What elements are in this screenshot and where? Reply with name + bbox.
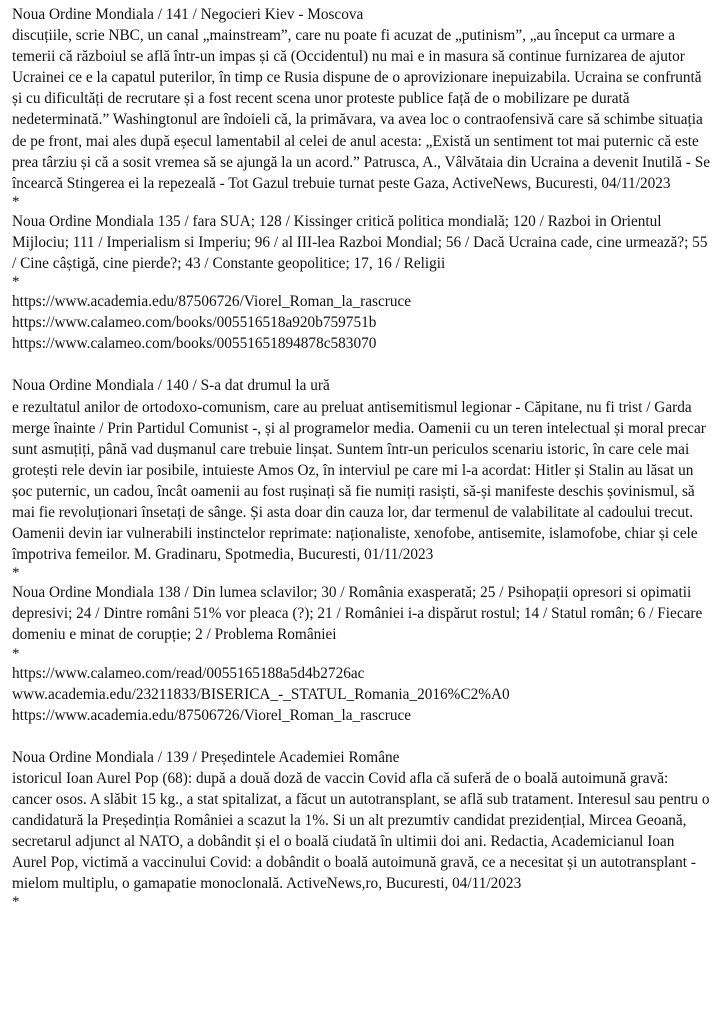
blank-line [12, 726, 710, 747]
link-calameo-book-2[interactable]: https://www.calameo.com/books/00551651894878c583070 [12, 335, 377, 353]
article-141-body: discuțiile, scrie NBC, un canal „mainstream”, care nu poate fi acuzat de „putinism”, „au început ca urmare a temerii că războiul se află într-un impas și că (Occidentul) nu mai e in masura să continue furnizarea de ajutor Ucrainei ce e la capatul puterilor, în timp ce Rusia dispune de o aprovizionare inepuizabila. Ucraina se confruntă și cu dificultăți de recrutare și a fost recent scena unor proteste publice față de o mobilizare pe durată nedeterminată.” Washingtonul are îndoieli că, la primăvara, va avea loc o contraofensivă care să schimbe situația de pe front, mai ales după eșecul lamentabil al celei de anul acesta: „Există un sentiment tot mai puternic că este prea târziu și că a sosit vremea să se ajungă la un acord.” Patrusca, A., Vâlvătaia din Ucraina a devenit Inutilă - Se încearcă Stingerea ei la repezeală - Tot Gazul trebuie turnat peste Gaza, ActiveNews, Bucuresti, 04/11/2023 [12, 27, 711, 192]
link-list-2 [12, 663, 710, 726]
article-141-title: Noua Ordine Mondiala / 141 / Negocieri Kiev - Moscova [12, 6, 364, 23]
separator-star: * [12, 274, 20, 291]
separator-star: * [12, 894, 20, 911]
link-calameo-read[interactable]: https://www.calameo.com/read/0055165188a5d4b2726ac [12, 664, 365, 682]
separator-star: * [12, 645, 20, 662]
link-academia-viorel-roman-2[interactable]: https://www.academia.edu/87506726/Viorel_Roman_la_rascruce [12, 706, 412, 724]
article-139-title: Noua Ordine Mondiala / 139 / Președintele Academiei Române [12, 748, 400, 766]
article-139 [12, 747, 710, 895]
article-140 [12, 375, 710, 565]
article-140-body: e rezultatul anilor de ortodoxo-comunism, care au preluat antisemitismul legionar - Căpitane, nu fi trist / Garda merge înainte / Prin Partidul Comunist -, și al programelor media. Oamenii cu un teren intelectual și moral precar sunt asmuțiți, până vad dușmanul care trebuie linșat. Suntem într-un periculos scenariu istoric, în care cele mai grotești rele devin iar posibile, intuieste Amos Oz, în interviul pe care mi l-a acordat: Hitler și Stalin au lăsat un șoc puternic, un cadou, încât oamenii au fost rușinați să fie numiți rasiști, să-și manifeste deschis șovinismul, să mai fie revoluționari însetați de sânge. Și asta doar din cauza lor, dar termenul de valabilitate al cadoului trecut. Oamenii devin iar vulnerabili instinctelor reprimate: naționaliste, xenofobe, antisemite, islamofobe, chiar și cele împotriva femeilor. M. Gradinaru, Spotmedia, Bucuresti, 01/11/2023 [12, 398, 706, 564]
separator-star: * [12, 193, 20, 210]
link-academia-viorel-roman[interactable]: https://www.academia.edu/87506726/Viorel_Roman_la_rascruce [12, 293, 412, 311]
blank-line [12, 354, 710, 375]
article-141 [12, 4, 710, 194]
article-139-body: istoricul Ioan Aurel Pop (68): după a două doză de vaccin Covid afla că suferă de o boală autoimună gravă: cancer osos. A slăbit 15 kg., a stat spitalizat, a făcut un autotransplant, se află sub tratament. Interesul sau pentru o candidatură la Președinția României a scazut la 1%. Si un alt prezumtiv candidat prezidențial, Mircea Geoană, secretarul adjunct al NATO, a dobândit și el o boală ciudată în ultimii doi ani. Redactia, Academicianul Ioan Aurel Pop, victimă a vaccinului Covid: a dobândit o boală autoimună gravă, ce a necesitat și un autotransplant - mielom multiplu, o gamapatie monoclonală. ActiveNews,ro, Bucuresti, 04/11/2023 [12, 769, 710, 893]
link-calameo-book-1[interactable]: https://www.calameo.com/books/005516518a920b759751b [12, 314, 377, 332]
document-page [12, 4, 710, 911]
separator-star: * [12, 565, 20, 582]
link-academia-biserica-statul[interactable]: www.academia.edu/23211833/BISERICA_-_STATUL_Romania_2016%C2%A0 [12, 685, 510, 703]
article-140-title: Noua Ordine Mondiala / 140 / S-a dat drumul la ură [12, 377, 330, 395]
link-list-1 [12, 291, 710, 354]
related-list-135: Noua Ordine Mondiala 135 / fara SUA; 128 / Kissinger critică politica mondială; 120 / Razboi in Orientul Mijlociu; 111 / Imperialism si Imperiu; 96 / al III-lea Razboi Mondial; 56 / Dacă Ucraina cade, cine urmează?; 55 / Cine câștigă, cine pierde?; 43 / Constante geopolitice; 17, 16 / Religii [12, 212, 708, 273]
related-list-138: Noua Ordine Mondiala 138 / Din lumea sclavilor; 30 / România exasperată; 25 / Psihopații opresori si opimatii depresivi; 24 / Dintre români 51% vor pleaca (?); 21 / României i-a dispărut rostul; 14 / Statul român; 6 / Fiecare domeniu e minat de corupție; 2 / Problema României [12, 584, 703, 644]
